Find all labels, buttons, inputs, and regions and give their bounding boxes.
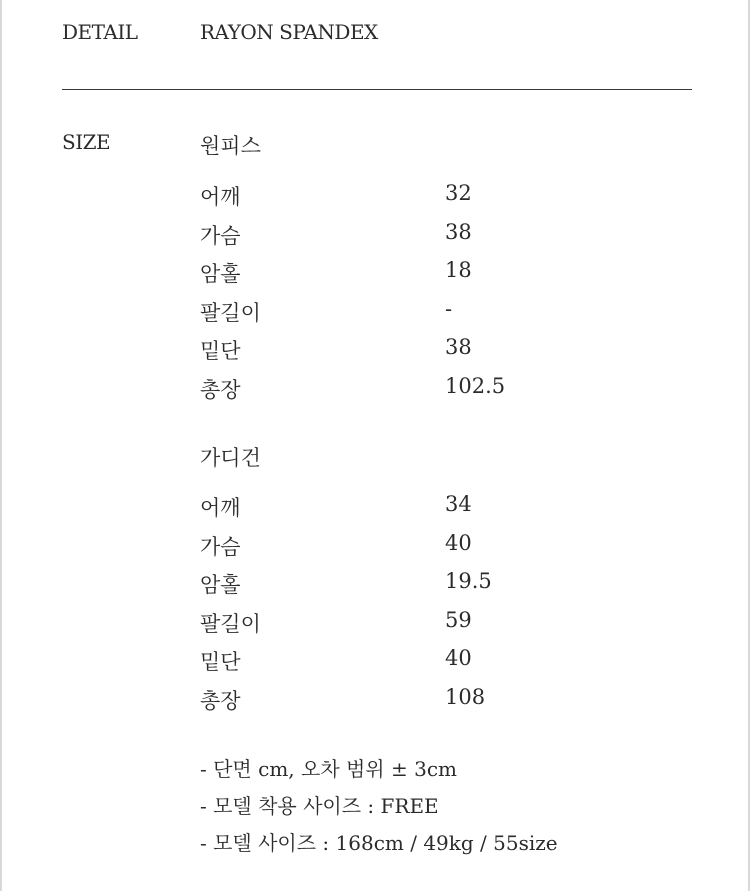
size-row <box>200 531 600 570</box>
measure-value: 40 <box>445 646 472 670</box>
size-row <box>200 258 600 297</box>
size-row <box>200 608 600 647</box>
measure-name: 팔길이 <box>200 611 261 636</box>
measure-name: 어깨 <box>200 496 241 520</box>
measure-name: 암홀 <box>200 573 241 597</box>
onepiece-title: 원피스 <box>200 134 261 158</box>
measure-value: 102.5 <box>445 373 506 398</box>
measure-value: 59 <box>445 607 472 632</box>
measure-value: - <box>445 296 453 321</box>
measure-name: 밑단 <box>200 650 241 674</box>
detail-value: RAYON SPANDEX <box>200 20 378 44</box>
measure-value: 108 <box>445 684 486 709</box>
cardigan-title: 가디건 <box>200 446 261 470</box>
measure-value: 19.5 <box>445 569 492 593</box>
size-row <box>200 181 600 220</box>
size-row <box>200 374 600 413</box>
measure-name: 밑단 <box>200 339 241 363</box>
size-label: SIZE <box>62 130 111 154</box>
measure-name: 총장 <box>200 688 241 713</box>
measure-name: 팔길이 <box>200 300 261 325</box>
measure-value: 40 <box>445 530 472 555</box>
measure-name: 가슴 <box>200 534 241 559</box>
measure-name: 총장 <box>200 377 241 402</box>
frame-left-border <box>0 0 2 891</box>
measure-name: 암홀 <box>200 262 241 286</box>
size-row <box>200 297 600 336</box>
detail-label: DETAIL <box>62 20 138 44</box>
measure-value: 34 <box>445 492 472 516</box>
measure-name: 어깨 <box>200 185 241 209</box>
measure-value: 38 <box>445 335 472 359</box>
size-row <box>200 646 600 685</box>
size-row <box>200 569 600 608</box>
note-measure: - 단면 cm, 오차 범위 ± 3cm <box>200 757 457 781</box>
size-row <box>200 492 600 531</box>
onepiece-size-table <box>200 181 600 412</box>
notes <box>200 756 558 867</box>
size-row <box>200 335 600 374</box>
measure-value: 38 <box>445 219 472 244</box>
size-row <box>200 685 600 724</box>
measure-value: 18 <box>445 258 472 282</box>
cardigan-size-table <box>200 492 600 723</box>
note-model-size: - 모델 사이즈 : 168cm / 49kg / 55size <box>200 831 558 855</box>
divider <box>62 89 692 90</box>
measure-name: 가슴 <box>200 223 241 248</box>
size-row <box>200 220 600 259</box>
note-model-fit: - 모델 착용 사이즈 : FREE <box>200 794 439 818</box>
measure-value: 32 <box>445 181 472 205</box>
